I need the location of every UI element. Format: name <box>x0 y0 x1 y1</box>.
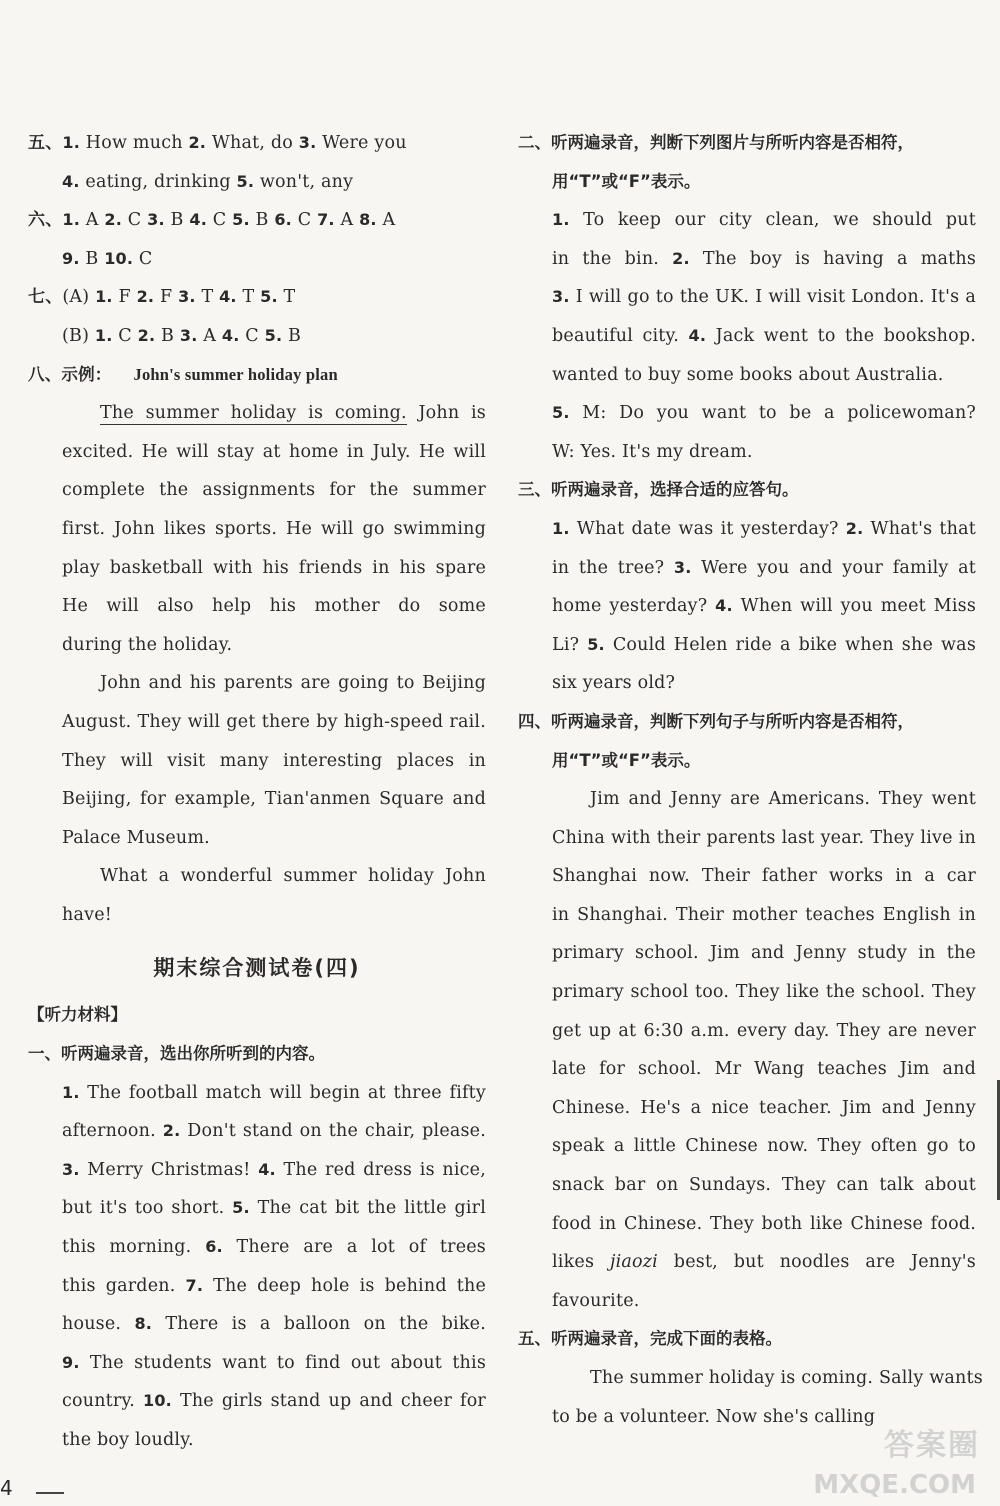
s4-first: Jim and Jenny are Americans. They went <box>590 789 976 810</box>
text-line: first. John likes sports. He will go swimming <box>62 518 486 539</box>
text-line <box>518 587 976 626</box>
item-text: There are a lot of trees <box>236 1237 486 1258</box>
essay-p1-lines <box>28 433 486 626</box>
text-line <box>28 1074 486 1113</box>
item-text: beautiful city. <box>552 325 689 346</box>
item-text: home yesterday? <box>552 596 716 617</box>
s6-answers2 <box>62 249 153 269</box>
s1-lines <box>28 1074 486 1460</box>
item-text: the boy loudly. <box>62 1430 194 1450</box>
listening-label: 【听力材料】 <box>28 1005 127 1025</box>
item-number: 1. <box>95 287 113 307</box>
s1-head: 一、听两遍录音，选出你所听到的内容。 <box>28 1044 325 1064</box>
item-text: C <box>207 210 233 231</box>
item-number: 2. <box>845 518 864 538</box>
s3-head: 三、听两遍录音，选择合适的应答句。 <box>518 480 799 500</box>
essay-p3-first: What a wonderful summer holiday John <box>100 866 486 887</box>
essay-p3-last: have! <box>62 904 112 925</box>
item-text: What's that <box>863 518 976 539</box>
s7-head: 七、 <box>28 287 63 308</box>
item-number: 5. <box>264 325 283 345</box>
item-text: The deep hole is behind the <box>203 1275 486 1296</box>
text-line <box>28 1228 486 1267</box>
item-number: 1. <box>94 325 113 345</box>
s4-jiaozi-pre: likes <box>552 1252 610 1273</box>
text-line <box>28 1382 486 1421</box>
s4-jiaozi-line <box>518 1243 976 1282</box>
text-line <box>518 664 976 703</box>
item-text: this morning. <box>62 1237 206 1258</box>
item-text: Li? <box>552 634 588 655</box>
item-text: When will you meet Miss <box>732 596 976 617</box>
item-number: 5. <box>236 171 255 191</box>
item-number: 5. <box>587 634 605 654</box>
item-number: 1. <box>552 518 570 538</box>
item-text: F <box>154 287 179 308</box>
essay-p2-lines <box>28 703 486 819</box>
essay-p2-last: Palace Museum. <box>62 827 210 848</box>
watermark-url: MXQE.COM <box>813 1470 976 1500</box>
text-line <box>518 278 976 317</box>
item-number: 5. <box>552 403 570 423</box>
essay-p1-last: during the holiday. <box>62 634 233 655</box>
text-line: late for school. Mr Wang teaches Jim and <box>552 1059 976 1080</box>
item-number: 4. <box>688 325 707 345</box>
text-line: Chinese. He's a nice teacher. Jim and Jenny <box>552 1097 976 1118</box>
watermark-logo: 答案圈 <box>884 1428 980 1463</box>
item-text: six years old? <box>552 673 676 694</box>
item-text: W: Yes. It's my dream. <box>552 441 753 462</box>
s6-head: 六、 <box>28 210 63 231</box>
text-line: China with their parents last year. They live in <box>552 827 976 848</box>
item-text: M: Do you want to be a policewoman? <box>569 403 976 424</box>
item-number: 2. <box>104 210 123 230</box>
text-line: primary school too. They like the school. They <box>552 982 976 1003</box>
item-text: A <box>80 210 105 231</box>
text-line <box>518 549 976 588</box>
item-text: this garden. <box>62 1275 186 1296</box>
text-line: primary school. Jim and Jenny study in the <box>552 943 976 964</box>
s4-jiaozi-word: jiaozi <box>609 1252 658 1273</box>
s2-head2: 用“T”或“F”表示。 <box>552 171 701 191</box>
text-line: excited. He will stay at home in July. He will <box>62 441 486 462</box>
s4-head2: 用“T”或“F”表示。 <box>552 750 701 770</box>
item-text: The red dress is nice, <box>275 1159 486 1180</box>
essay-title: John's summer holiday plan <box>133 364 338 384</box>
item-text: eating, drinking <box>79 171 237 192</box>
s7-line1 <box>28 278 486 317</box>
item-text: C <box>239 325 265 346</box>
item-number: 10. <box>104 248 134 268</box>
text-line: Shanghai now. Their father works in a car <box>552 866 976 887</box>
s5-answers2 <box>62 172 353 192</box>
s4-lines <box>518 819 976 1244</box>
s7-prefix-b: (B) <box>62 325 95 346</box>
item-text: The boy is having a maths <box>702 248 976 269</box>
item-text: A <box>334 210 360 231</box>
item-number: 6. <box>274 210 292 230</box>
item-number: 9. <box>62 1352 80 1372</box>
item-number: 3. <box>62 1159 80 1179</box>
s3-lines <box>518 510 976 703</box>
text-line: They will visit many interesting places in <box>62 750 486 771</box>
item-text: The football match will begin at three fifty <box>87 1082 486 1103</box>
item-text: There is a balloon on the bike. <box>152 1314 486 1335</box>
item-number: 9. <box>62 248 80 268</box>
item-number: 5. <box>232 1198 250 1218</box>
item-text: I will go to the UK. I will visit London. It's a <box>569 287 976 308</box>
s5-answers1 <box>62 133 406 153</box>
item-number: 4. <box>189 210 207 230</box>
s6-line2 <box>28 240 486 279</box>
item-number: 3. <box>178 287 196 307</box>
item-text: afternoon. <box>62 1121 163 1142</box>
s8-head: 八、示例： <box>28 364 112 384</box>
item-text: B <box>79 248 105 269</box>
item-text: wanted to buy some books about Australia. <box>552 364 944 385</box>
item-text: in the tree? <box>552 557 674 578</box>
text-line <box>518 240 976 279</box>
s5-head: 五、 <box>28 133 63 153</box>
item-text: C <box>291 210 318 231</box>
text-line <box>518 510 976 549</box>
s5-line1 <box>28 124 486 163</box>
text-line: August. They will get there by high-speed rail. <box>62 711 486 732</box>
item-text: B <box>164 210 190 231</box>
item-text: T <box>195 287 220 308</box>
item-number: 3. <box>179 325 198 345</box>
text-line: snack bar on Sundays. They can talk about <box>552 1175 976 1196</box>
text-line: play basketball with his friends in his spare <box>62 557 486 578</box>
item-number: 4. <box>62 171 80 191</box>
text-line: He will also help his mother do some <box>62 596 486 617</box>
left-column <box>28 124 486 1460</box>
item-text: Don't stand on the chair, please. <box>180 1121 486 1142</box>
item-text: A <box>197 325 222 346</box>
text-line <box>518 201 976 240</box>
item-text: in the bin. <box>552 248 673 269</box>
text-line <box>28 1112 486 1151</box>
item-text: The girls stand up and cheer for <box>171 1391 486 1412</box>
item-text: Were you <box>316 133 407 153</box>
item-text: B <box>155 325 180 346</box>
item-number: 1. <box>62 210 81 230</box>
item-number: 3. <box>552 287 570 307</box>
item-text: To keep our city clean, we should put <box>583 210 976 231</box>
text-line: Beijing, for example, Tian'anmen Square and <box>62 789 486 810</box>
item-number: 1. <box>62 1082 80 1102</box>
item-number: 2. <box>162 1121 181 1141</box>
text-line <box>28 1267 486 1306</box>
item-text: The cat bit the little girl <box>249 1198 486 1219</box>
s7-answers-b <box>95 326 301 346</box>
item-number: 2. <box>136 287 155 307</box>
item-number: 8. <box>134 1314 153 1334</box>
item-number: 7. <box>185 1275 204 1295</box>
item-text: B <box>282 325 302 346</box>
item-text: but it's too short. <box>62 1198 233 1219</box>
item-text: F <box>112 287 137 308</box>
item-number: 8. <box>359 210 377 230</box>
essay-underlined-sentence: The summer holiday is coming. <box>100 403 407 424</box>
s5r-first: The summer holiday is coming. Sally wants <box>590 1368 983 1388</box>
text-line <box>28 1151 486 1190</box>
text-line: in Shanghai. Their mother teaches English in <box>552 904 976 925</box>
item-number: 10. <box>143 1391 172 1411</box>
text-line <box>28 1189 486 1228</box>
item-text: Jack went to the bookshop. <box>715 325 976 346</box>
s4-head1: 四、听两遍录音，判断下列句子与所听内容是否相符， <box>518 711 914 731</box>
text-line <box>28 1305 486 1344</box>
s7-answers-a <box>95 287 295 307</box>
item-number: 4. <box>221 325 240 345</box>
s4-jiaozi-post: best, but noodles are Jenny's <box>657 1252 976 1273</box>
item-text: How much <box>80 133 189 153</box>
item-number: 1. <box>62 133 81 152</box>
item-number: 3. <box>147 210 165 230</box>
item-number: 4. <box>219 287 237 307</box>
s8-head-line <box>28 356 486 395</box>
item-text: Were you and your family at <box>691 557 976 578</box>
item-text: T <box>277 287 296 308</box>
item-number: 4. <box>258 1159 276 1179</box>
text-line: food in Chinese. They both like Chinese food. <box>552 1213 976 1234</box>
item-number: 1. <box>552 210 570 230</box>
s4-last: favourite. <box>552 1290 640 1311</box>
right-column <box>518 124 983 1436</box>
item-text: What, do <box>206 133 299 153</box>
item-number: 3. <box>673 557 692 577</box>
item-number: 5. <box>260 287 278 307</box>
item-number: 7. <box>317 210 335 230</box>
item-text: The students want to find out about this <box>79 1352 486 1373</box>
item-number: 2. <box>672 248 690 268</box>
s2-head1: 二、听两遍录音，判断下列图片与所听内容是否相符， <box>518 133 914 152</box>
item-text: C <box>133 248 153 269</box>
item-text: house. <box>62 1314 135 1335</box>
s5-line2 <box>28 163 486 202</box>
item-text: Merry Christmas! <box>79 1159 259 1180</box>
item-text: What date was it yesterday? <box>569 518 846 539</box>
text-line <box>518 356 976 395</box>
s7-prefix-a: (A) <box>62 287 96 308</box>
text-line <box>518 626 976 665</box>
essay-line-first <box>28 394 486 433</box>
page-number: 4 <box>0 1476 13 1500</box>
text-line <box>518 433 976 472</box>
s2-lines <box>518 201 976 471</box>
item-text: C <box>112 325 138 346</box>
item-text: Could Helen ride a bike when she was <box>604 634 976 655</box>
s6-line1 <box>28 201 486 240</box>
exam-title: 期末综合测试卷(四) <box>153 956 361 981</box>
item-text: C <box>122 210 148 231</box>
text-line <box>518 394 976 433</box>
s5r-head: 五、听两遍录音，完成下面的表格。 <box>518 1329 782 1349</box>
s6-answers1 <box>62 210 395 230</box>
item-number: 3. <box>298 133 317 152</box>
item-number: 5. <box>232 210 250 230</box>
text-line: get up at 6:30 a.m. every day. They are never <box>552 1020 976 1041</box>
page-number-rule <box>36 1492 64 1494</box>
item-text: won't, any <box>254 171 354 192</box>
item-number: 4. <box>715 596 733 616</box>
text-line <box>28 1344 486 1383</box>
item-text: B <box>249 210 275 231</box>
text-line: speak a little Chinese now. They often go to <box>552 1136 976 1157</box>
item-text: T <box>236 287 261 308</box>
essay-first-rest: John is <box>418 403 486 424</box>
text-line: complete the assignments for the summer <box>62 480 486 501</box>
text-line <box>28 1421 486 1460</box>
item-number: 2. <box>188 133 207 152</box>
item-text: A <box>376 210 396 231</box>
s5r-second: to be a volunteer. Now she's calling <box>552 1406 876 1427</box>
text-line <box>518 317 976 356</box>
item-text: country. <box>62 1391 143 1412</box>
s7-line2 <box>28 317 486 356</box>
item-number: 2. <box>137 325 156 345</box>
essay-p2-first: John and his parents are going to Beijing <box>100 673 486 694</box>
item-number: 6. <box>205 1237 223 1257</box>
